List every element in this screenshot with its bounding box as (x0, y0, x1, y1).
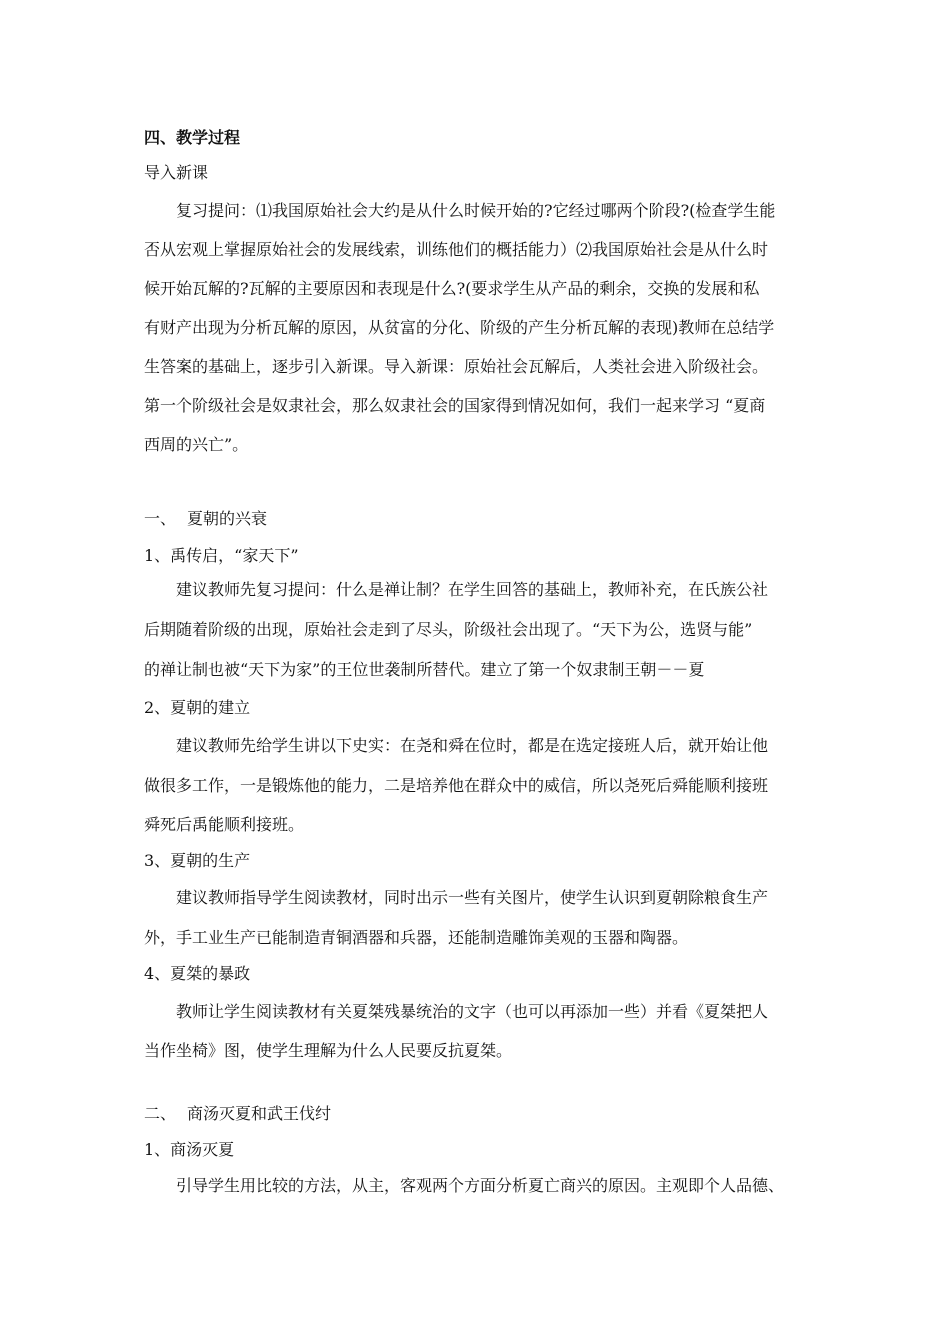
paragraph-line: 建议教师先给学生讲以下史实：在尧和舜在位时，都是在选定接班人后，就开始让他 (176, 736, 769, 755)
paragraph-line: 的禅让制也被“天下为家”的王位世袭制所替代。建立了第一个奴隶制王朝－－夏 (144, 660, 705, 679)
paragraph-line: 复习提问：⑴我国原始社会大约是从什么时候开始的?它经过哪两个阶段?(检查学生能 (176, 201, 776, 220)
subsection-title: 1、商汤灭夏 (144, 1140, 235, 1159)
section-number: 一、 (144, 509, 177, 528)
paragraph-line: 建议教师先复习提问：什么是禅让制？在学生回答的基础上，教师补充，在氏族公社 (176, 580, 769, 599)
subsection-title: 2、夏朝的建立 (144, 698, 251, 717)
paragraph-line: 西周的兴亡”。 (144, 435, 249, 454)
subsection-title: 1、禹传启，“家天下” (144, 546, 299, 565)
section-title: 商汤灭夏和武王伐纣 (187, 1104, 332, 1123)
paragraph-line: 外，手工业生产已能制造青铜酒器和兵器，还能制造雕饰美观的玉器和陶器。 (144, 928, 689, 947)
section-heading: 四、教学过程 (144, 128, 241, 147)
intro-title: 导入新课 (144, 163, 209, 182)
paragraph-line: 教师让学生阅读教材有关夏桀残暴统治的文字（也可以再添加一些）并看《夏桀把人 (176, 1002, 769, 1021)
section-number: 二、 (144, 1104, 177, 1123)
paragraph-line: 生答案的基础上，逐步引入新课。导入新课：原始社会瓦解后，人类社会进入阶级社会。 (144, 357, 769, 376)
paragraph-line: 建议教师指导学生阅读教材，同时出示一些有关图片，使学生认识到夏朝除粮食生产 (176, 888, 769, 907)
subsection-title: 3、夏朝的生产 (144, 851, 251, 870)
paragraph-line: 后期随着阶级的出现，原始社会走到了尽头，阶级社会出现了。“天下为公，选贤与能” (144, 620, 753, 639)
paragraph-line: 舜死后禹能顺利接班。 (144, 815, 305, 834)
paragraph-line: 候开始瓦解的?瓦解的主要原因和表现是什么?(要求学生从产品的剩余，交换的发展和私 (144, 279, 760, 298)
paragraph-line: 当作坐椅》图，使学生理解为什么人民要反抗夏桀。 (144, 1041, 513, 1060)
paragraph-line: 做很多工作，一是锻炼他的能力，二是培养他在群众中的威信，所以尧死后舜能顺利接班 (144, 776, 769, 795)
paragraph-line: 第一个阶级社会是奴隶社会，那么奴隶社会的国家得到情况如何，我们一起来学习 “夏商 (144, 396, 766, 415)
paragraph-line: 否从宏观上掌握原始社会的发展线索，训练他们的概括能力）⑵我国原始社会是从什么时 (144, 240, 769, 259)
subsection-title: 4、夏桀的暴政 (144, 964, 251, 983)
paragraph-line: 引导学生用比较的方法，从主，客观两个方面分析夏亡商兴的原因。主观即个人品德、 (176, 1176, 785, 1195)
paragraph-line: 有财产出现为分析瓦解的原因，从贫富的分化、阶级的产生分析瓦解的表现)教师在总结学 (144, 318, 775, 337)
section-title: 夏朝的兴衰 (187, 509, 268, 528)
